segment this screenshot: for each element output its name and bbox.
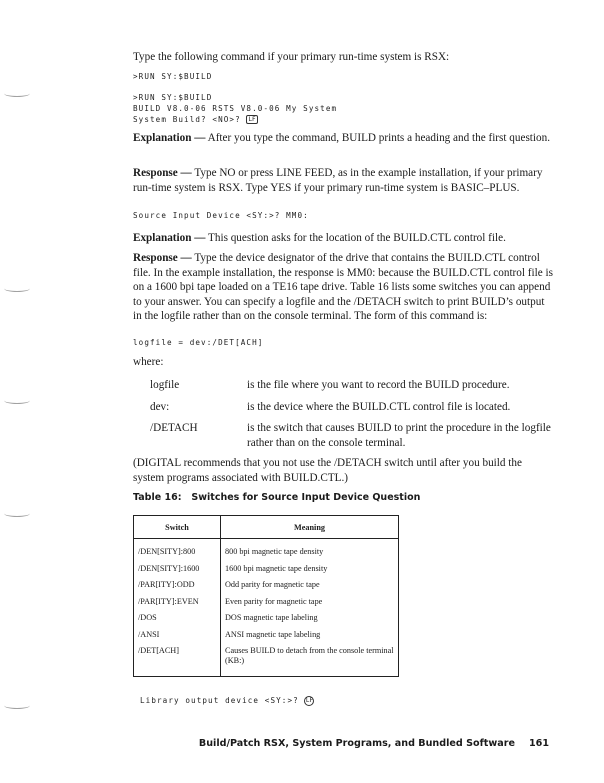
switch-cell: /DEN[SITY]:1600 xyxy=(134,564,221,581)
source-input-prompt: Source Input Device <SY:>? MM0: xyxy=(133,211,309,220)
table-row xyxy=(134,630,399,647)
table-row xyxy=(134,539,399,564)
meaning-cell: Causes BUILD to detach from the console terminal (KB:) xyxy=(225,646,394,665)
table-row xyxy=(134,580,399,597)
explanation-2 xyxy=(133,231,553,246)
margin-mark xyxy=(4,397,30,404)
page-footer xyxy=(199,738,549,749)
terminal-output-line-2: BUILD V8.0-06 RSTS V8.0-06 My System xyxy=(133,104,338,113)
recommendation-note: (DIGITAL recommends that you not use the /DETACH switch until after you build the system programs associated with BUILD.CTL.) xyxy=(133,457,522,484)
table-header-meaning: Meaning xyxy=(221,516,399,539)
def-desc-detach: is the switch that causes BUILD to print the procedure in the logfile rather than on the console terminal. xyxy=(247,422,551,449)
switch-cell: /PAR[ITY]:EVEN xyxy=(134,597,221,614)
def-desc-dev: is the device where the BUILD.CTL control file is located. xyxy=(247,401,511,413)
meaning-cell: Odd parity for magnetic tape xyxy=(225,580,320,589)
margin-mark xyxy=(4,702,30,709)
system-build-prompt: System Build? <NO>? xyxy=(133,115,247,124)
meaning-cell: ANSI magnetic tape labeling xyxy=(225,629,321,639)
library-output-prompt-text: Library output device <SY:>? xyxy=(140,696,305,705)
terminal-output-line-1: >RUN SY:$BUILD xyxy=(133,93,213,102)
table-caption: Table 16: Switches for Source Input Device Question xyxy=(133,492,421,503)
footer-title: Build/Patch RSX, System Programs, and Bundled Software xyxy=(198,738,515,749)
command-syntax: logfile = dev:/DET[ACH] xyxy=(133,338,264,347)
table-row xyxy=(134,613,399,630)
margin-mark xyxy=(4,90,30,97)
def-desc-logfile: is the file where you want to record the BUILD procedure. xyxy=(247,379,510,391)
explanation-label: Explanation — xyxy=(133,132,206,144)
table-row xyxy=(134,564,399,581)
page-number: 161 xyxy=(528,738,549,749)
line-feed-key-icon: LF xyxy=(305,697,314,704)
command-line: >RUN SY:$BUILD xyxy=(133,72,213,81)
explanation-label: Explanation — xyxy=(133,232,206,244)
meaning-cell: DOS magnetic tape labeling xyxy=(225,613,318,622)
margin-mark xyxy=(4,285,30,292)
def-term-logfile: logfile xyxy=(150,379,180,391)
explanation-1 xyxy=(133,131,553,146)
margin-mark xyxy=(4,510,30,517)
meaning-cell: Even parity for magnetic tape xyxy=(225,596,323,606)
switch-cell: /ANSI xyxy=(134,630,221,647)
switch-cell: /DEN[SITY]:800 xyxy=(134,539,221,564)
table-row xyxy=(134,597,399,614)
intro-text: Type the following command if your primary run-time system is RSX: xyxy=(133,51,450,63)
response-label: Response — xyxy=(133,252,192,264)
meaning-cell: 800 bpi magnetic tape density xyxy=(225,547,324,556)
library-output-prompt xyxy=(140,695,314,706)
where-label: where: xyxy=(133,356,164,368)
switch-cell: /DET[ACH] xyxy=(134,646,221,677)
response-label: Response — xyxy=(133,167,192,179)
response-2 xyxy=(133,251,553,324)
line-feed-key-icon: LF xyxy=(248,116,256,123)
table-row xyxy=(134,646,399,677)
response-text: Type the device designator of the drive that contains the BUILD.CTL control file. In the example installation, the response is MM0: because the BUILD.CTL control file is on a 1600 bpi tape loaded on a TE16 tape drive. Table 16 lists some switches you can append to your answer. You can specify a logfile and the /DETACH switch to print BUILD’s output in the logfile rather than on the console terminal. The form of this command is: xyxy=(133,252,553,322)
explanation-text: This question asks for the location of the BUILD.CTL control file. xyxy=(205,232,506,244)
def-term-dev: dev: xyxy=(150,401,170,413)
switch-cell: /DOS xyxy=(134,613,221,630)
explanation-text: After you type the command, BUILD prints a heading and the first question. xyxy=(205,132,550,144)
response-text: Type NO or press LINE FEED, as in the example installation, if your primary run-time system is RSX. Type YES if your primary run-time system is BASIC–PLUS. xyxy=(133,167,543,194)
response-1 xyxy=(133,166,553,195)
switch-cell: /PAR[ITY]:ODD xyxy=(134,580,221,597)
meaning-cell: 1600 bpi magnetic tape density xyxy=(225,563,328,573)
terminal-output-line-3 xyxy=(133,114,258,125)
switches-table xyxy=(133,515,399,677)
table-header-switch: Switch xyxy=(134,516,221,539)
def-term-detach: /DETACH xyxy=(150,422,198,434)
